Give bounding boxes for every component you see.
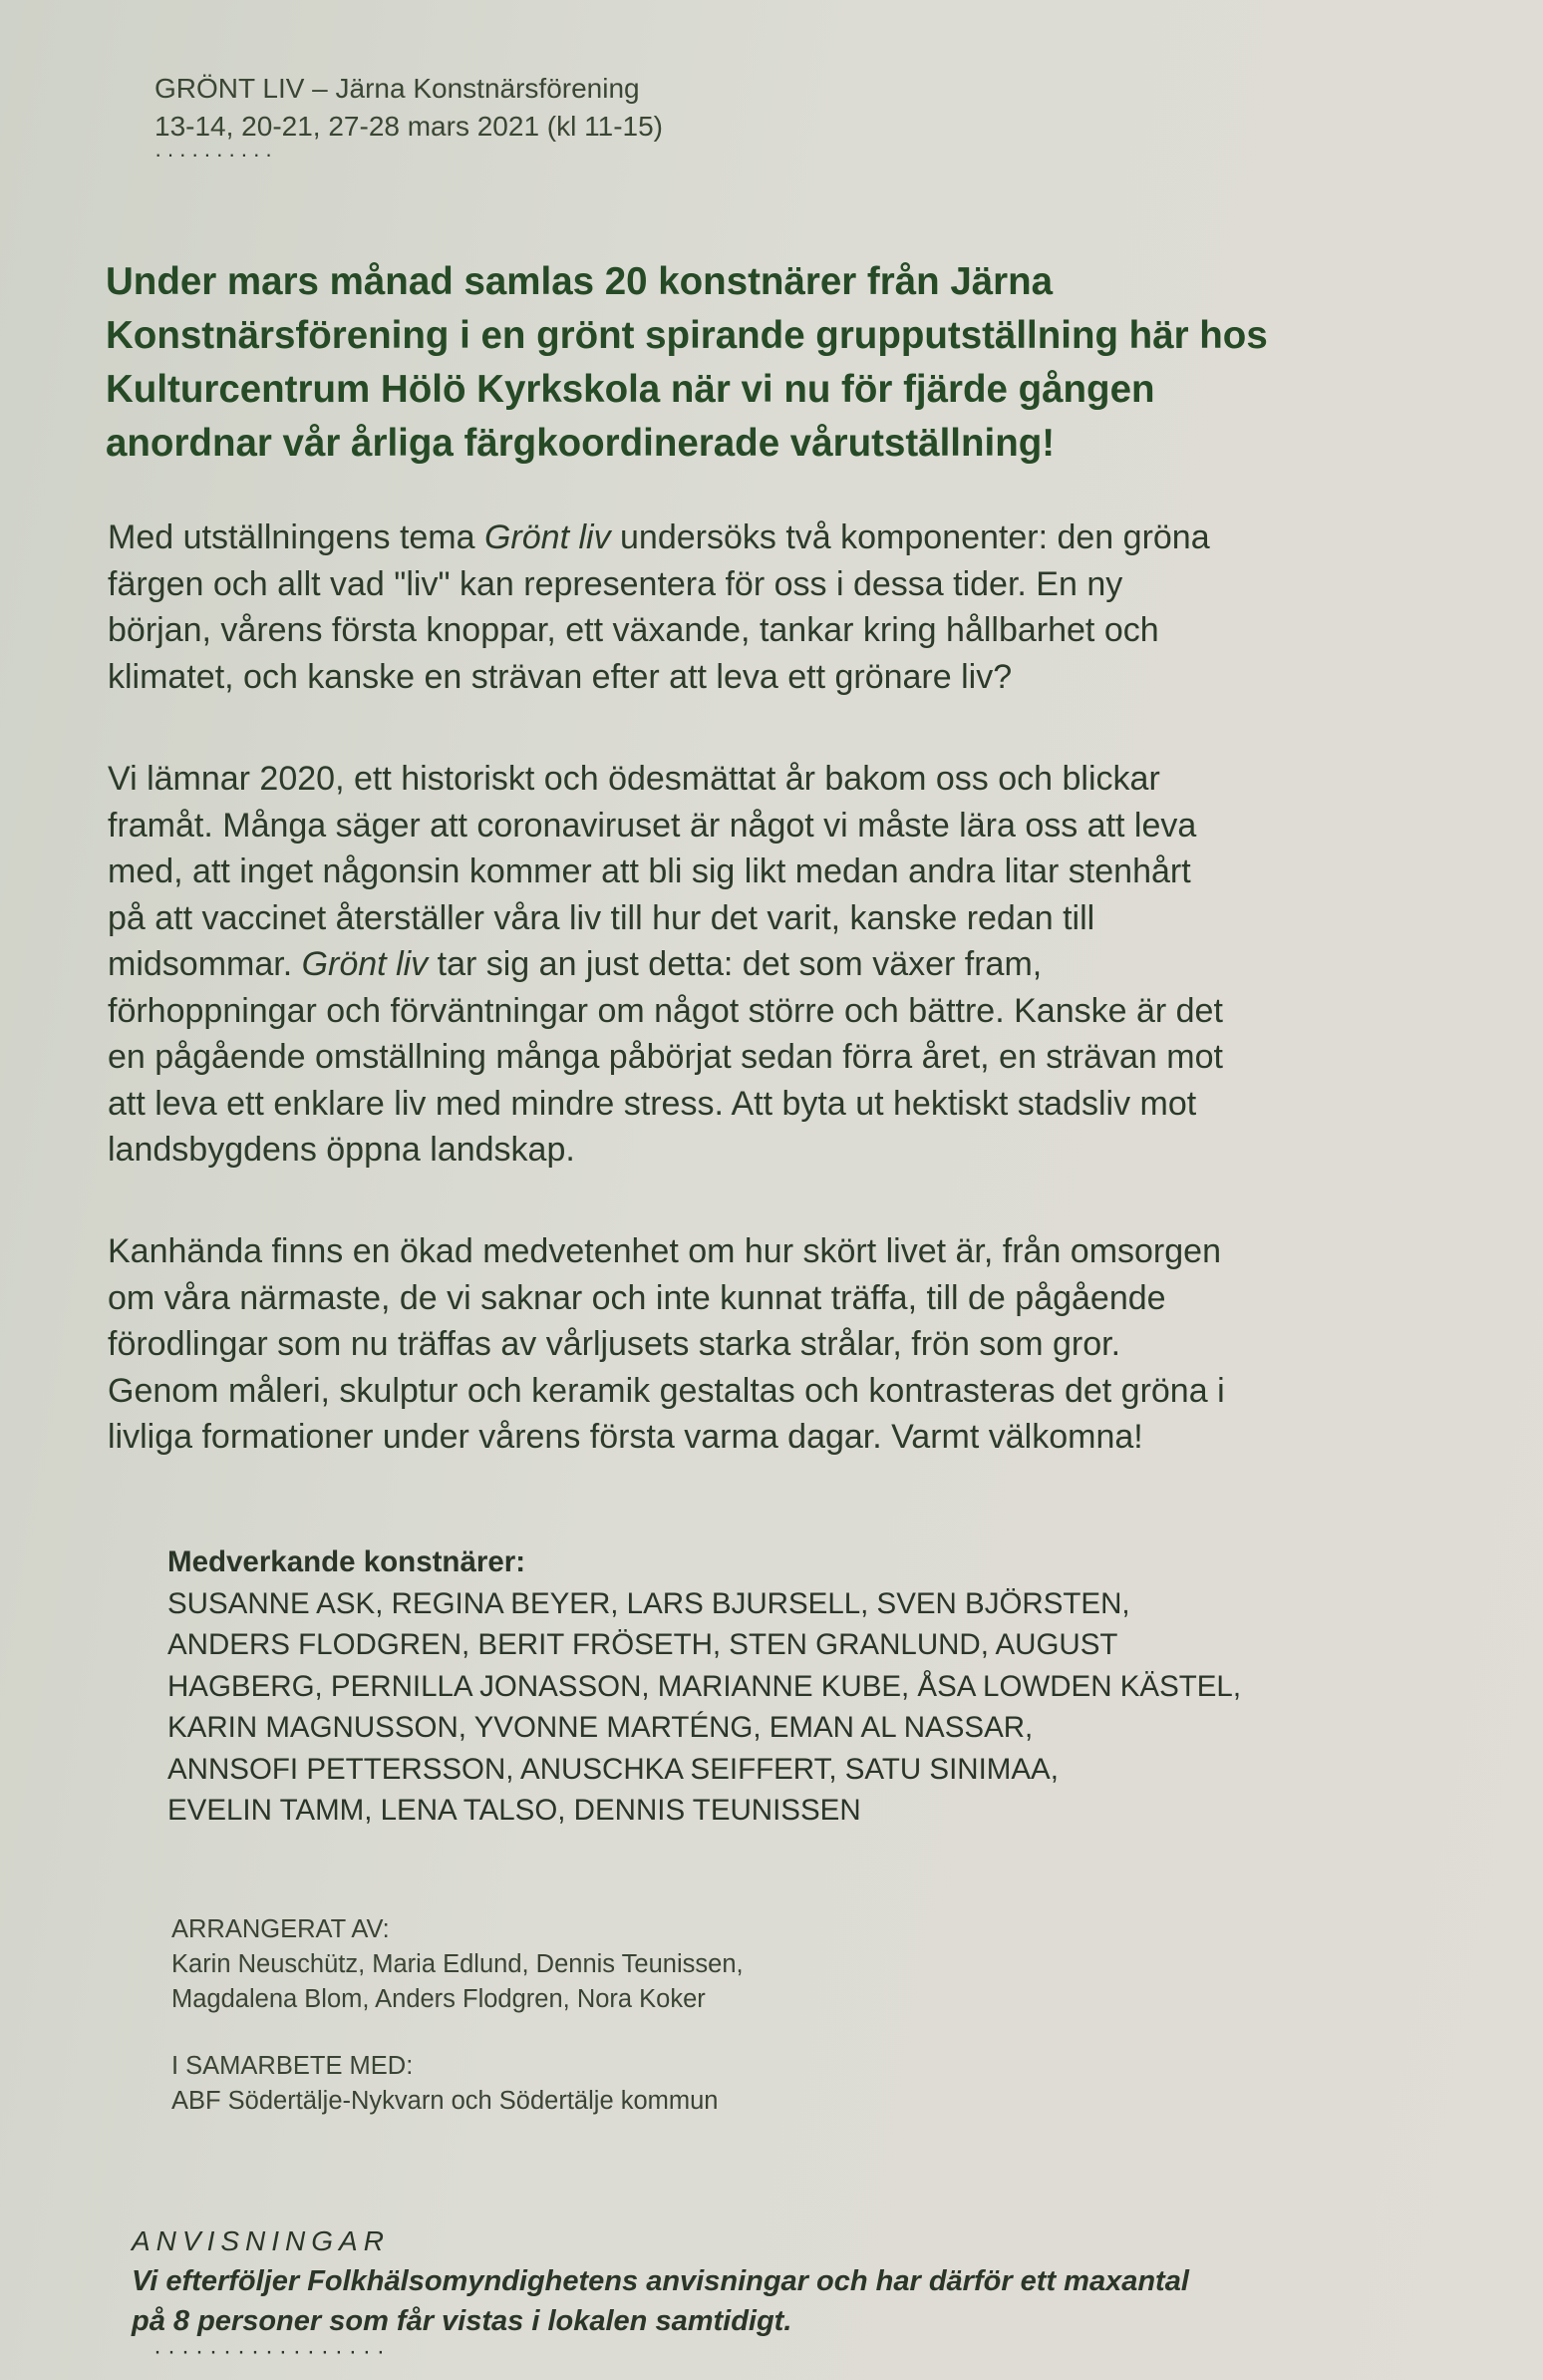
paragraph-line: Kanhända finns en ökad medvetenhet om hur skört livet är, från omsorgen xyxy=(108,1232,1221,1270)
paragraph-welcome xyxy=(108,1228,1433,1461)
paragraph-2020 xyxy=(108,756,1433,1174)
arranged-line: Karin Neuschütz, Maria Edlund, Dennis Teunissen, xyxy=(171,1950,744,1978)
collab-section xyxy=(171,2049,719,2119)
theme-title: Grönt liv xyxy=(301,945,429,983)
paragraph-line: med, att inget någonsin kommer att bli sig likt medan andra litar stenhårt xyxy=(108,852,1191,890)
paragraph-line: klimatet, och kanske en strävan efter att leva ett grönare liv? xyxy=(108,657,1013,696)
arranged-heading: ARRANGERAT AV: xyxy=(171,1915,390,1943)
paragraph-line: förodlingar som nu träffas av vårljusets starka strålar, frön som gror. xyxy=(108,1325,1121,1363)
paragraph-line xyxy=(108,514,1433,561)
lead-line: Konstnärsförening i en grönt spirande grupputställning här hos xyxy=(106,314,1268,357)
header-dots: ·········· xyxy=(154,142,278,167)
text-span: undersöks två komponenter: den gröna xyxy=(610,518,1210,556)
paragraph-theme xyxy=(108,514,1433,700)
anvisningar-title: ANVISNINGAR xyxy=(132,2225,390,2256)
anvisningar-section xyxy=(132,2221,1189,2363)
artists-line: KARIN MAGNUSSON, YVONNE MARTÉNG, EMAN AL NASSAR, xyxy=(167,1711,1034,1744)
text-span: Med utställningens tema xyxy=(108,518,484,556)
text-span: tar sig an just detta: det som växer fram, xyxy=(428,945,1043,983)
arranged-line: Magdalena Blom, Anders Flodgren, Nora Koker xyxy=(171,1985,706,2013)
lead-line: Kulturcentrum Hölö Kyrkskola när vi nu för fjärde gången xyxy=(106,368,1155,411)
collab-heading: I SAMARBETE MED: xyxy=(171,2052,414,2080)
lead-line: anordnar vår årliga färgkoordinerade vårutställning! xyxy=(106,422,1056,465)
paragraph-line: om våra närmaste, de vi saknar och inte kunnat träffa, till de pågående xyxy=(108,1278,1166,1317)
lead-paragraph xyxy=(106,255,1441,471)
text-span: midsommar. xyxy=(108,945,302,983)
paragraph-line: Genom måleri, skulptur och keramik gestaltas och kontrasteras det gröna i xyxy=(108,1371,1225,1410)
collab-line: ABF Södertälje-Nykvarn och Södertälje kommun xyxy=(171,2087,719,2115)
footer-dots: ················· xyxy=(154,2338,391,2365)
artists-line: SUSANNE ASK, REGINA BEYER, LARS BJURSELL, SVEN BJÖRSTEN, xyxy=(167,1586,1130,1620)
paragraph-line: att leva ett enklare liv med mindre stress. Att byta ut hektiskt stadsliv mot xyxy=(108,1084,1197,1123)
paragraph-line: en pågående omställning många påbörjat sedan förra året, en strävan mot xyxy=(108,1038,1223,1076)
paragraph-line: början, vårens första knoppar, ett växande, tankar kring hållbarhet och xyxy=(108,611,1159,649)
paragraph-line: landsbygdens öppna landskap. xyxy=(108,1131,575,1169)
paragraph-line: Vi lämnar 2020, ett historiskt och ödesmättat år bakom oss och blickar xyxy=(108,760,1160,798)
header-title: GRÖNT LIV – Järna Konstnärsförening xyxy=(154,73,640,104)
header-dates: 13-14, 20-21, 27-28 mars 2021 (kl 11-15) xyxy=(154,111,663,142)
paragraph-line: färgen och allt vad "liv" kan representera för oss i dessa tider. En ny xyxy=(108,564,1123,603)
anvisningar-line: Vi efterföljer Folkhälsomyndighetens anvisningar och har därför ett maxantal xyxy=(132,2265,1189,2297)
lead-line: Under mars månad samlas 20 konstnärer från Järna xyxy=(106,260,1054,303)
arranged-section xyxy=(171,1912,744,2017)
paragraph-line: livliga formationer under vårens första varma dagar. Varmt välkomna! xyxy=(108,1418,1143,1456)
artists-line: EVELIN TAMM, LENA TALSO, DENNIS TEUNISSEN xyxy=(167,1794,861,1827)
artists-heading: Medverkande konstnärer: xyxy=(167,1545,526,1578)
anvisningar-line: på 8 personer som får vistas i lokalen samtidigt. xyxy=(132,2305,792,2337)
artists-line: ANNSOFI PETTERSSON, ANUSCHKA SEIFFERT, SATU SINIMAA, xyxy=(167,1752,1059,1786)
artists-line: HAGBERG, PERNILLA JONASSON, MARIANNE KUBE, ÅSA LOWDEN KÄSTEL, xyxy=(167,1669,1242,1703)
paragraph-line: på att vaccinet återställer våra liv till hur det varit, kanske redan till xyxy=(108,898,1095,937)
paragraph-line xyxy=(108,941,1433,988)
artists-section xyxy=(167,1541,1241,1832)
artists-line: ANDERS FLODGREN, BERIT FRÖSETH, STEN GRANLUND, AUGUST xyxy=(167,1628,1118,1661)
paragraph-line: förhoppningar och förväntningar om något större och bättre. Kanske är det xyxy=(108,991,1223,1030)
theme-title: Grönt liv xyxy=(483,518,611,556)
paragraph-line: framåt. Många säger att coronaviruset är något vi måste lära oss att leva xyxy=(108,806,1197,845)
event-header xyxy=(154,70,663,167)
